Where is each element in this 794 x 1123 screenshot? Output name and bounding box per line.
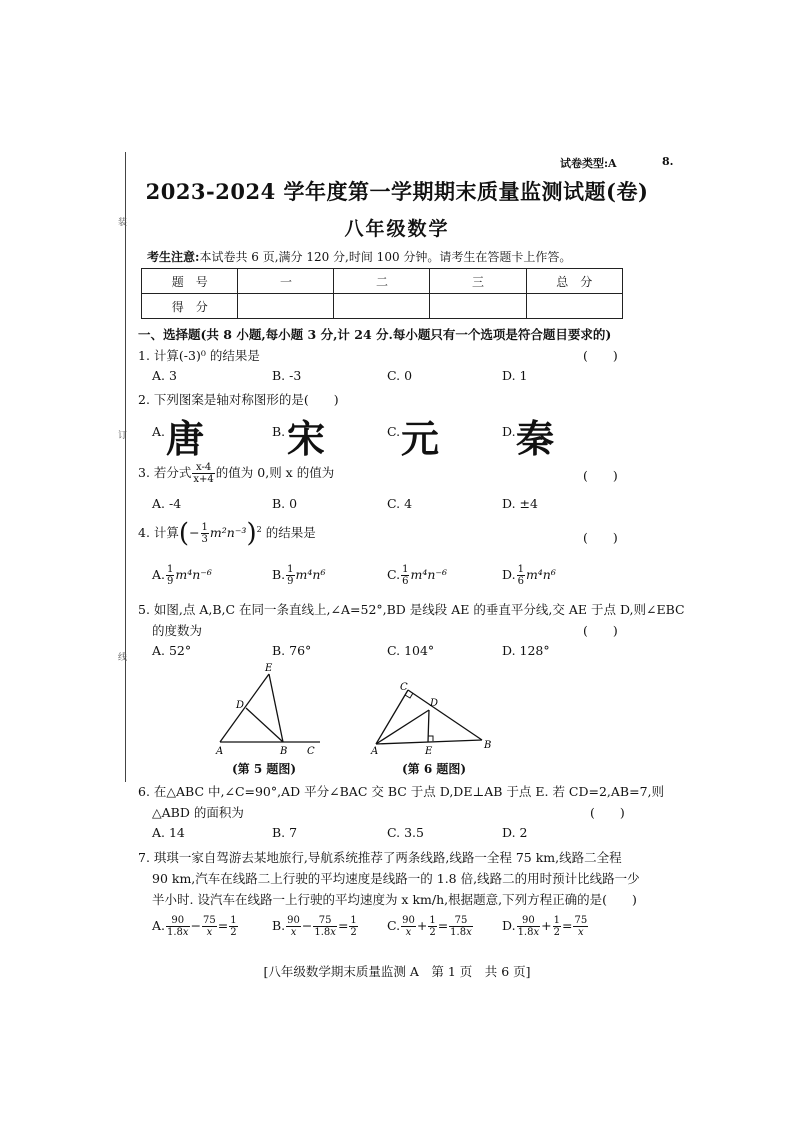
notice-text: 本试卷共 6 页,满分 120 分,时间 100 分钟。请考生在答题卡上作答。 <box>199 250 572 264</box>
q1-option-d: D. 1 <box>502 368 528 383</box>
q3-frac-den: x+4 <box>193 474 214 485</box>
fig6-label-b: B <box>484 740 492 751</box>
section-heading: 一、选择题(共 8 小题,每小题 3 分,计 24 分.每小题只有一个选项是符合题目要求的) <box>138 327 612 342</box>
fig6-line-ac <box>376 690 408 744</box>
fig5-line-ae <box>220 674 269 742</box>
fig6-label-c: C <box>400 682 408 693</box>
figure-5-caption: (第 5 题图) <box>232 762 297 776</box>
q4-option-d <box>502 564 556 587</box>
q4-option-d-term: m⁴n⁶ <box>525 567 556 582</box>
page-title: 2023-2024 学年度第一学期期末质量监测试题(卷) <box>145 179 649 204</box>
q2-option-d-letter: D. <box>502 424 516 439</box>
page-subtitle: 八年级数学 <box>344 218 450 240</box>
score-header-cell: 三 <box>430 269 526 294</box>
q4-option-c-frac: $\frac{1}{6}$ <box>402 564 409 587</box>
fig5-label-d: D <box>236 700 245 711</box>
fig6-line-ab <box>376 740 482 744</box>
q7-option-b-letter: B. <box>272 918 286 933</box>
question-6-line-2: △ABD 的面积为 <box>152 805 244 820</box>
fig6-line-ad <box>376 710 429 744</box>
question-1-text: 1. 计算(-3)⁰ 的结果是 <box>138 348 260 363</box>
fig5-label-c: C <box>307 746 315 757</box>
q4-option-c-term: m⁴n⁻⁶ <box>410 567 447 582</box>
q1-option-b: B. -3 <box>272 368 302 383</box>
q4-minus: − <box>189 525 200 540</box>
q2-option-c-letter: C. <box>387 424 401 439</box>
q7-option-b: B. $\frac{90}{x}$ − $\frac{75}{1.8x}$ = $\frac{1}{2}$ <box>272 915 357 938</box>
exam-notice <box>147 248 571 265</box>
q7-option-c: C. $\frac{90}{x}$ + $\frac{1}{2}$ = $\frac{75}{1.8x}$ <box>387 915 472 938</box>
binding-line <box>125 152 126 782</box>
q3-option-d: D. ±4 <box>502 496 538 511</box>
score-input-cell[interactable] <box>238 294 334 319</box>
answer-paren-3: ( ) <box>583 468 618 483</box>
q5-option-a: A. 52° <box>152 643 192 658</box>
fig6-label-e: E <box>425 746 433 757</box>
question-7-line-1: 7. 琪琪一家自驾游去某地旅行,导航系统推荐了两条线路,线路一全程 75 km,线路二全程 <box>138 850 622 865</box>
q4-option-d-letter: D. <box>502 567 516 582</box>
q3-frac-num: x-4 <box>192 462 214 474</box>
q3-option-a: A. -4 <box>152 496 182 511</box>
figure-6-caption: (第 6 题图) <box>402 762 467 776</box>
q7-option-c-letter: C. <box>387 918 401 933</box>
q6-option-d: D. 2 <box>502 825 528 840</box>
score-input-cell[interactable] <box>526 294 623 319</box>
answer-paren-4: ( ) <box>583 530 618 545</box>
margin-mark-1: 装 <box>118 218 128 228</box>
q1-option-a: A. 3 <box>152 368 177 383</box>
q5-option-d: D. 128° <box>502 643 550 658</box>
q2-option-b-letter: B. <box>272 424 286 439</box>
question-5-line-2: 的度数为 <box>152 623 203 638</box>
notice-label: 考生注意: <box>147 250 200 264</box>
q4-third: $\frac{1}{3}$ <box>201 522 208 545</box>
score-table-score-row <box>142 294 623 319</box>
q4-option-d-frac: $\frac{1}{6}$ <box>517 564 524 587</box>
q4-option-a-term: m⁴n⁻⁶ <box>175 567 212 582</box>
score-input-cell[interactable] <box>334 294 430 319</box>
q4-inner: m²n⁻³ <box>209 525 247 540</box>
figure-6 <box>368 678 498 760</box>
answer-paren-6: ( ) <box>590 805 625 820</box>
answer-paren-5: ( ) <box>583 623 618 638</box>
q4-option-a-frac: $\frac{1}{9}$ <box>167 564 174 587</box>
question-3-text <box>138 462 334 485</box>
q3-prefix: 3. 若分式 <box>138 465 192 480</box>
q5-option-c: C. 104° <box>387 643 435 658</box>
q3-option-b: B. 0 <box>272 496 298 511</box>
q2-option-d-glyph: 秦 <box>516 417 555 461</box>
q7-option-a-letter: A. <box>152 918 166 933</box>
q2-option-a-glyph: 唐 <box>166 417 205 461</box>
fig5-label-b: B <box>280 746 288 757</box>
q4-option-b <box>272 564 325 587</box>
score-header-cell: 二 <box>334 269 430 294</box>
corner-mark: 8. <box>662 155 674 168</box>
answer-paren-1: ( ) <box>583 348 618 363</box>
q4-prefix: 4. 计算 <box>138 525 179 540</box>
score-input-cell[interactable] <box>430 294 526 319</box>
q5-option-b: B. 76° <box>272 643 312 658</box>
fig5-label-e: E <box>265 663 273 674</box>
q7-option-d-letter: D. <box>502 918 516 933</box>
question-4-text <box>138 518 316 549</box>
fig6-line-de <box>428 710 429 742</box>
q4-open-paren: ( <box>178 518 190 549</box>
question-6-line-1: 6. 在△ABC 中,∠C=90°,AD 平分∠BAC 交 BC 于点 D,DE⊥AB 于点 E. 若 CD=2,AB=7,则 <box>138 784 665 799</box>
fig5-label-a: A <box>216 746 224 757</box>
q4-option-b-frac: $\frac{1}{9}$ <box>287 564 294 587</box>
fig6-label-a: A <box>371 746 379 757</box>
q4-close-paren: ) <box>246 518 257 549</box>
score-header-cell: 题 号 <box>142 269 238 294</box>
q6-option-c: C. 3.5 <box>387 825 424 840</box>
q4-option-b-term: m⁴n⁶ <box>295 567 326 582</box>
q4-option-c-letter: C. <box>387 567 401 582</box>
q3-option-c: C. 4 <box>387 496 413 511</box>
score-table-header-row <box>142 269 623 294</box>
q4-suffix: 的结果是 <box>265 525 316 540</box>
q3-suffix: 的值为 0,则 x 的值为 <box>215 465 335 480</box>
q2-option-c-glyph: 元 <box>401 417 440 461</box>
question-7-line-3: 半小时. 设汽车在线路一上行驶的平均速度为 x km/h,根据题意,下列方程正确的是( ) <box>152 892 637 907</box>
score-header-cell: 一 <box>238 269 334 294</box>
margin-mark-2: 订 <box>118 431 128 441</box>
figure-5 <box>210 662 330 757</box>
question-5-line-1: 5. 如图,点 A,B,C 在同一条直线上,∠A=52°,BD 是线段 AE 的垂直平分线,交 AE 于点 D,则∠EBC <box>138 602 685 617</box>
fig6-label-d: D <box>430 698 439 709</box>
q3-fraction <box>192 462 214 485</box>
fig6-line-cb <box>408 690 482 740</box>
score-table <box>141 268 623 319</box>
q4-option-a <box>152 564 212 587</box>
q7-option-a: A. $\frac{90}{1.8x}$ − $\frac{75}{x}$ = $\frac{1}{2}$ <box>152 915 237 938</box>
q1-option-c: C. 0 <box>387 368 413 383</box>
question-2-text: 2. 下列图案是轴对称图形的是( ) <box>138 392 339 407</box>
score-label-cell: 得 分 <box>142 294 238 319</box>
score-header-cell: 总 分 <box>526 269 623 294</box>
q2-option-a-letter: A. <box>152 424 166 439</box>
q4-option-c <box>387 564 447 587</box>
q4-option-a-letter: A. <box>152 567 166 582</box>
paper-type: 试卷类型:A <box>560 157 617 170</box>
margin-mark-3: 线 <box>118 653 128 663</box>
q7-option-d: D. $\frac{90}{1.8x}$ + $\frac{1}{2}$ = $\frac{75}{x}$ <box>502 915 588 938</box>
q4-exponent: 2 <box>256 524 262 534</box>
page-footer: [八年级数学期末质量监测 A 第 1 页 共 6 页] <box>263 964 531 979</box>
q2-option-b-glyph: 宋 <box>287 417 326 461</box>
question-7-line-2: 90 km,汽车在线路二上行驶的平均速度是线路一的 1.8 倍,线路二的用时预计比线路一少 <box>152 871 640 886</box>
q6-option-a: A. 14 <box>152 825 185 840</box>
q6-option-b: B. 7 <box>272 825 298 840</box>
q4-option-b-letter: B. <box>272 567 286 582</box>
